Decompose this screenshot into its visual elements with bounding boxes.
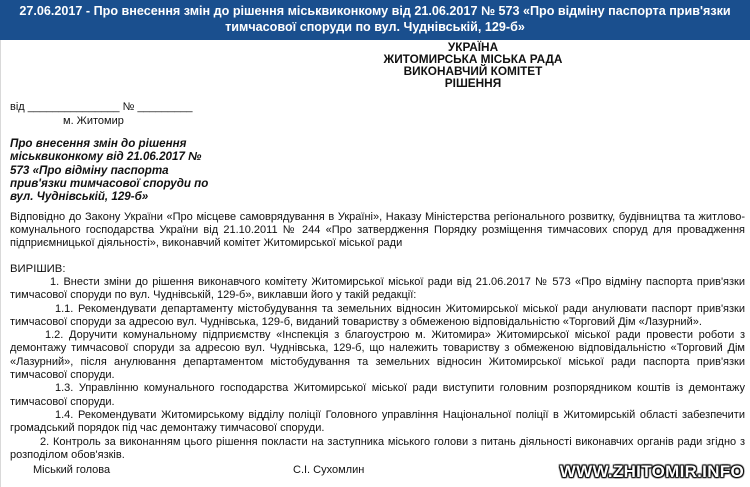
decision-subject: Про внесення змін до рішення міськвиконкому від 21.06.2017 № 573 «Про відміну паспорта прив'язки тимчасової споруди по вул. Чуднівській, 129-б»	[10, 137, 209, 204]
list-item: 1. Внести зміни до рішення виконавчого комітету Житомирської міської ради від 21.06.2017 № 573 «Про відміну паспорта прив'язки тимчасової споруди по вул. Чуднівській, 129-б», виклавши його у такій редакції:	[10, 276, 745, 302]
doc-type-heading: РІШЕННЯ	[444, 76, 502, 90]
list-item: 1.2. Доручити комунальному підприємству «Інспекція з благоустрою м. Житомира» Житомирської міської ради провести роботи з демонтажу тимчасової споруди за адресою вул. Чуднівська, 129-б, що належить товариству з обмеженою відповідальністю «Торговий Дім «Лазурний», після анулювання департаментом містобудування та земельних відносин Житомирської міської ради паспорта прив'язки тимчасової споруди.	[10, 329, 745, 382]
signature-position: Міський голова	[33, 464, 111, 476]
decision-items	[10, 276, 745, 462]
decided-heading: ВИРІШИВ:	[10, 263, 66, 275]
country-heading: УКРАЇНА	[447, 40, 499, 54]
list-item: 1.3. Управлінню комунального господарства Житомирської міської ради виступити головним розпорядником коштів із демонтажу тимчасової споруди.	[10, 382, 745, 408]
list-item: 1.4. Рекомендувати Житомирському відділу поліції Головного управління Національної поліції в Житомирській області забезпечити громадський порядок під час демонтажу тимчасової споруди.	[10, 408, 745, 435]
site-watermark: WWW.ZHITOMIR.INFO	[559, 462, 744, 481]
city-line: м. Житомир	[63, 115, 124, 127]
date-number-line: від _______________ № _________	[10, 101, 193, 113]
committee-heading: ВИКОНАВЧИЙ КОМІТЕТ	[403, 64, 543, 78]
document-body	[0, 40, 750, 487]
council-heading: ЖИТОМИРСЬКА МІСЬКА РАДА	[383, 52, 563, 66]
list-item: 1.1. Рекомендувати департаменту містобудування та земельних відносин Житомирської міської ради анулювати паспорт прив'язки тимчасової споруди за адресою вул. Чуднівська, 129-б, виданий товариству з обмеженою відповідальністю «Торговий Дім «Лазурний».	[10, 302, 745, 328]
document-header	[353, 41, 593, 89]
preamble-paragraph: Відповідно до Закону України «Про місцеве самоврядування в Україні», Наказу Міністерства регіонального розвитку, будівництва та житлово-комунального господарства України від 21.10.2011 № 244 «Про затвердження Порядку розміщення тимчасових споруд для провадження підприємницької діяльності», виконавчий комітет Житомирської міської ради	[10, 211, 745, 250]
signature-name: С.І. Сухомлин	[293, 464, 365, 476]
list-item: 2. Контроль за виконанням цього рішення покласти на заступника міського голови з питань діяльності виконавчих органів ради згідно з розподілом обов'язків.	[10, 435, 745, 461]
page-title: 27.06.2017 - Про внесення змін до рішення міськвиконкому від 21.06.2017 № 573 «Про відміну паспорта прив'язки тимчасової споруди по вул. Чуднівській, 129-б»	[0, 0, 750, 40]
